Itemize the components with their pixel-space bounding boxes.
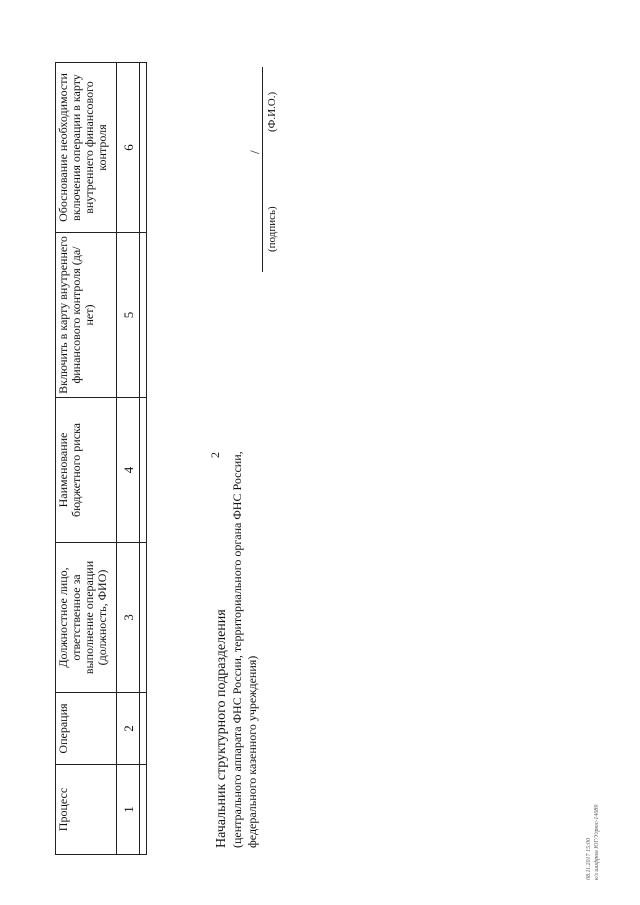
column-number: 4 bbox=[117, 398, 140, 543]
risk-table bbox=[55, 62, 147, 855]
empty-cell bbox=[140, 543, 147, 693]
table-empty-row bbox=[140, 63, 147, 855]
header-responsible: Должностное лицо, ответственное за выполнение операции (должность, ФИО) bbox=[56, 543, 117, 693]
page-number: 2 bbox=[208, 452, 222, 458]
column-number: 1 bbox=[117, 765, 140, 855]
header-risk: Наименование бюджетного риска bbox=[56, 398, 117, 543]
name-caption: (Ф.И.О.) bbox=[266, 91, 278, 132]
signatory-block bbox=[214, 228, 260, 848]
column-number: 3 bbox=[117, 543, 140, 693]
empty-cell bbox=[140, 63, 147, 233]
signatory-subtitle: федерального казенного учреждения) bbox=[245, 655, 259, 848]
signature-caption: (подпись) bbox=[266, 206, 278, 252]
header-process: Процесс bbox=[56, 765, 117, 855]
signature-field bbox=[247, 62, 332, 272]
table-header-row bbox=[56, 63, 117, 855]
risk-table-container bbox=[55, 63, 161, 855]
header-operation: Операция bbox=[56, 693, 117, 765]
document-stamp bbox=[585, 680, 601, 880]
column-number: 5 bbox=[117, 233, 140, 398]
stamp-date: 08.11.2017 15:00 bbox=[586, 837, 592, 880]
empty-cell bbox=[140, 398, 147, 543]
column-number: 2 bbox=[117, 693, 140, 765]
signatory-subtitle: (центрального аппарата ФНС России, территориального органа ФНС России, bbox=[230, 451, 244, 848]
header-justification: Обоснование необходимости включения операции в карту внутреннего финансового контроля bbox=[56, 63, 117, 233]
empty-cell bbox=[140, 233, 147, 398]
signatory-title: Начальник структурного подразделения bbox=[214, 609, 229, 848]
signature-separator: / bbox=[247, 150, 262, 154]
empty-cell bbox=[140, 693, 147, 765]
stamp-note: к/з шифром ЮГ/Угрюс-14089 bbox=[594, 804, 600, 880]
header-include: Включить в карту внутреннего финансового контроля (да/нет) bbox=[56, 233, 117, 398]
table-number-row bbox=[117, 63, 140, 855]
column-number: 6 bbox=[117, 63, 140, 233]
empty-cell bbox=[140, 765, 147, 855]
signature-line bbox=[262, 67, 263, 272]
